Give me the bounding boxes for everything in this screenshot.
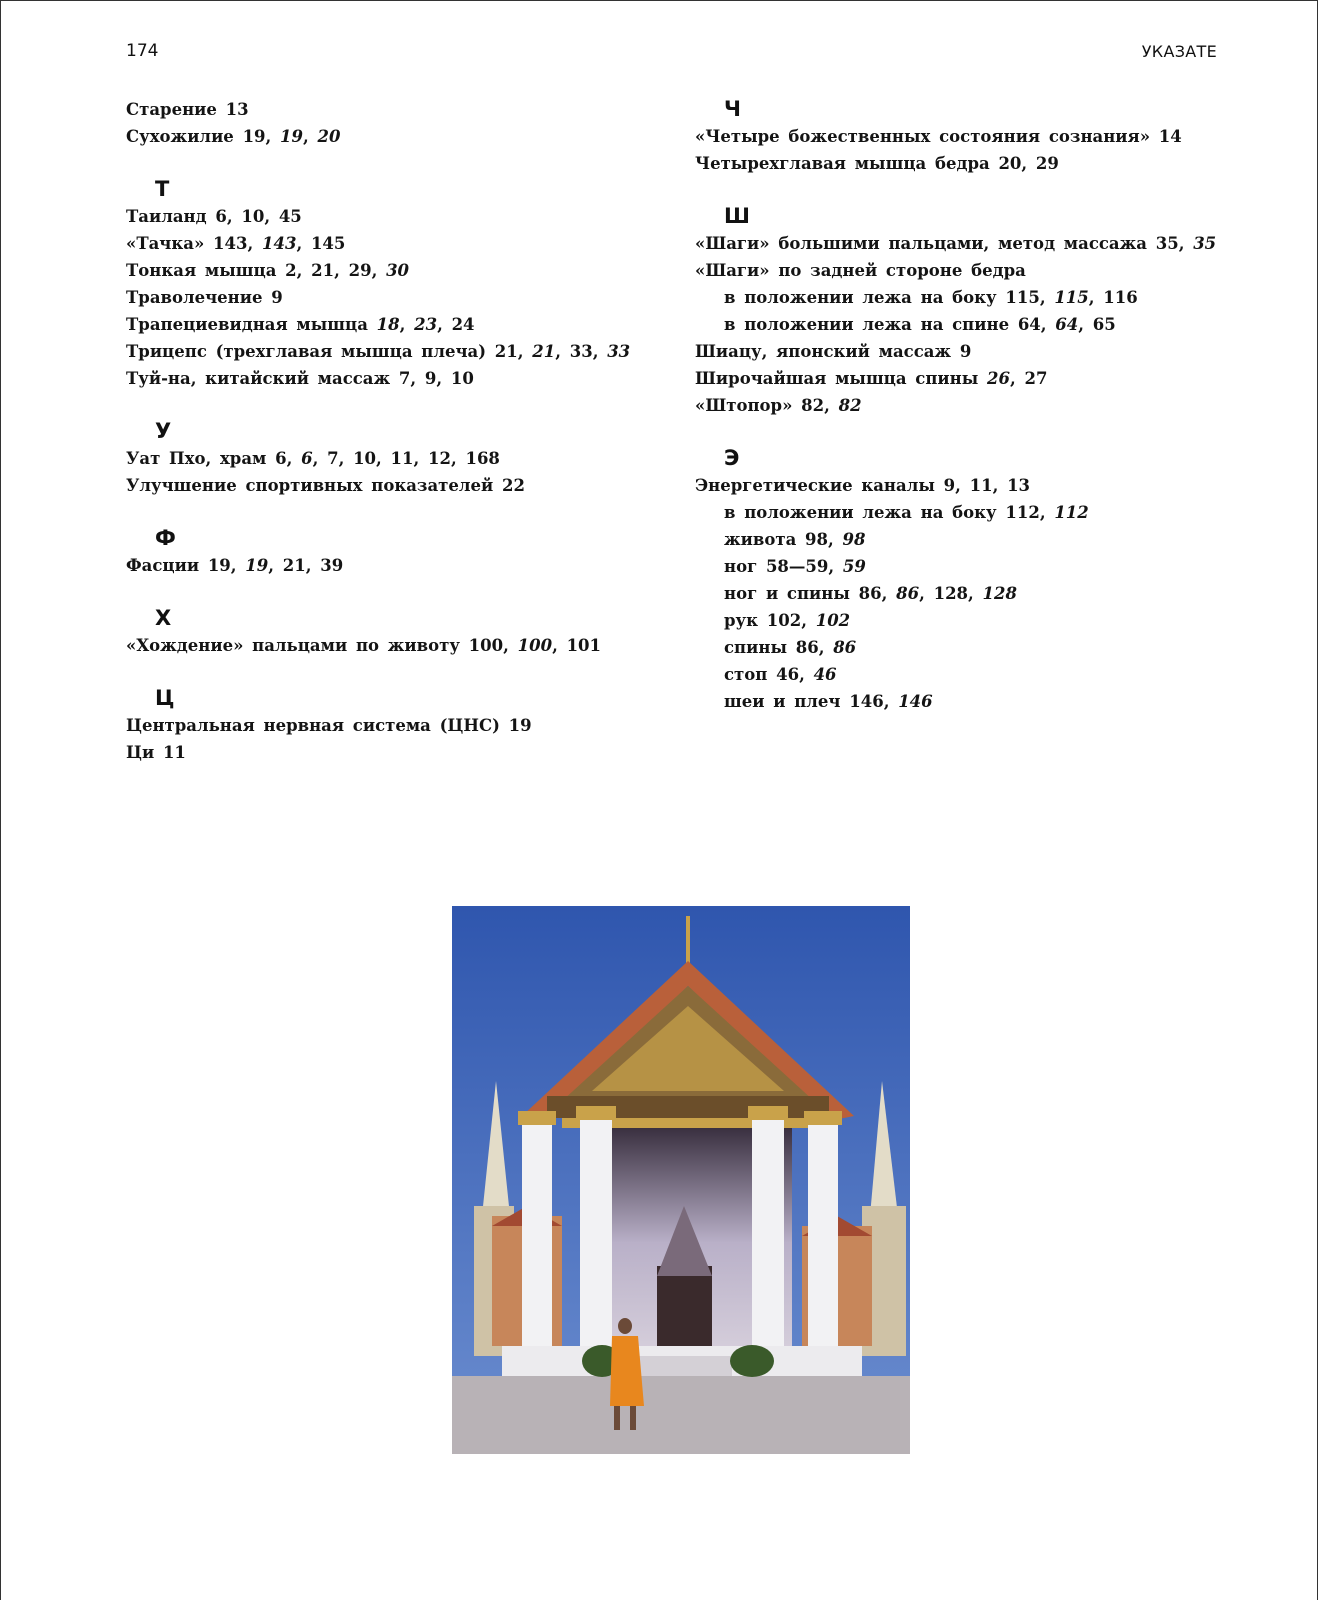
page-reference: 19: [245, 556, 269, 575]
page-reference: 33: [607, 342, 631, 361]
index-entry: Трапециевидная мышца 18, 23, 24: [126, 315, 475, 334]
page-reference: 7: [327, 449, 339, 468]
page-reference: 12: [428, 449, 451, 468]
pillar: [752, 1116, 784, 1366]
page-reference: 146: [849, 692, 884, 711]
page-reference: 13: [1007, 476, 1031, 495]
page-reference: 46: [776, 665, 800, 684]
page-reference: 9: [959, 342, 972, 361]
index-term: «Тачка»: [126, 234, 214, 253]
index-letter-heading: У: [155, 419, 172, 443]
index-term: Трапециевидная мышца: [126, 315, 377, 334]
page-reference: 35: [1193, 234, 1217, 253]
page-frame-top: [0, 0, 1318, 1]
page-reference: 112: [1054, 503, 1089, 522]
page-reference: 86: [858, 584, 882, 603]
index-subentry: ног и спины 86, 86, 128, 128: [724, 584, 1017, 603]
index-letter-heading: Ш: [724, 204, 750, 228]
page-reference: 98: [805, 530, 828, 549]
page-number: 174: [126, 41, 159, 61]
index-term: «Штопор»: [695, 396, 802, 415]
page-reference: 64: [1017, 315, 1041, 334]
page-reference: 59: [842, 557, 866, 576]
page-reference: 115: [1005, 288, 1040, 307]
index-entry: «Шаги» большими пальцами, метод массажа 35, 35: [695, 234, 1217, 253]
page-reference: 102: [766, 611, 802, 630]
index-term: в положении лежа на боку: [724, 503, 1006, 522]
index-entry: Сухожилие 19, 19, 20: [126, 127, 341, 146]
index-term: спины: [724, 638, 796, 657]
index-subentry: в положении лежа на боку 115, 115, 116: [724, 288, 1138, 307]
page-reference: 21: [494, 342, 518, 361]
index-term: Старение: [126, 100, 226, 119]
page-reference: 27: [1024, 369, 1048, 388]
index-term: Ци: [126, 743, 163, 762]
index-subentry: ног 58—59, 59: [724, 557, 866, 576]
index-subentry: живота 98, 98: [724, 530, 866, 549]
index-column-right: [695, 96, 1255, 715]
page-reference: 65: [1092, 315, 1116, 334]
page-reference: 9: [424, 369, 437, 388]
index-term: «Шаги» большими пальцами, метод массажа: [695, 234, 1156, 253]
page-frame-left: [0, 0, 1, 1600]
index-subentry: спины 86, 86: [724, 638, 857, 657]
index-term: в положении лежа на боку: [724, 288, 1006, 307]
page-reference: 6: [301, 449, 313, 468]
page-reference: 21: [282, 556, 306, 575]
page-reference: 23: [414, 315, 438, 334]
index-letter-group: [695, 203, 1255, 419]
page-reference: 9: [943, 476, 956, 495]
page-reference: 20: [317, 127, 341, 146]
page-reference: 11: [969, 476, 993, 495]
index-term: живота: [724, 530, 806, 549]
index-term: Таиланд: [126, 207, 216, 226]
index-entry: [126, 96, 646, 123]
page-reference: 64: [1055, 315, 1079, 334]
page-reference: 26: [987, 369, 1010, 388]
index-subentry: в положении лежа на боку 112, 112: [724, 503, 1089, 522]
index-column-left: [126, 96, 646, 766]
courtyard: [452, 1376, 910, 1454]
page-reference: 98: [842, 530, 866, 549]
pillar: [522, 1121, 552, 1361]
index-entry: «Штопор» 82, 82: [695, 396, 862, 415]
index-term: «Хождение» пальцами по животу: [126, 636, 469, 655]
page-reference: 100: [468, 636, 504, 655]
index-term: Шиацу, японский массаж: [695, 342, 960, 361]
index-entry: [126, 472, 646, 499]
index-subentry: шеи и плеч 146, 146: [724, 692, 933, 711]
index-term: Трицепс (трехглавая мышца плеча): [126, 342, 495, 361]
page-reference: 7: [398, 369, 411, 388]
page-reference: 21: [311, 261, 335, 280]
index-term: ног и спины: [724, 584, 859, 603]
page-reference: 21: [532, 342, 556, 361]
page-reference: 22: [502, 476, 525, 495]
index-entry: [695, 338, 1255, 365]
pillar: [808, 1121, 838, 1361]
index-entry: Фасции 19, 19, 21, 39: [126, 556, 344, 575]
index-entry: «Хождение» пальцами по животу 100, 100, 101: [126, 636, 602, 655]
index-entry: [695, 123, 1255, 150]
index-entry: Туй-на, китайский массаж 7, 9, 10: [126, 369, 474, 388]
index-subentry: в положении лежа на спине 64, 64, 65: [724, 315, 1116, 334]
page-reference: 46: [813, 665, 837, 684]
page-reference: 39: [320, 556, 344, 575]
index-letter-heading: Т: [155, 177, 170, 201]
page-reference: 19: [508, 716, 532, 735]
index-entry: Уат Пхо, храм 6, 6, 7, 10, 11, 12, 168: [126, 449, 500, 468]
index-term: ног: [724, 557, 766, 576]
page-reference: 58—59: [765, 557, 829, 576]
page-reference: 6: [275, 449, 287, 468]
index-entry: [126, 712, 646, 739]
pillar: [580, 1116, 612, 1366]
page-reference: 29: [1035, 154, 1059, 173]
index-letter-group: [126, 685, 646, 766]
page-reference: 10: [353, 449, 377, 468]
page-reference: 128: [982, 584, 1017, 603]
index-term: Улучшение спортивных показателей: [126, 476, 502, 495]
page-reference: 102: [815, 611, 851, 630]
index-entry: Четырехглавая мышца бедра 20, 29: [695, 154, 1059, 173]
index-term: Центральная нервная система (ЦНС): [126, 716, 509, 735]
page-reference: 11: [162, 743, 186, 762]
page-reference: 33: [569, 342, 593, 361]
index-letter-group: [126, 418, 646, 499]
index-subentry: рук 102, 102: [724, 611, 851, 630]
page-reference: 100: [517, 636, 553, 655]
index-term: рук: [724, 611, 767, 630]
index-entry: Энергетические каналы 9, 11, 13: [695, 476, 1031, 495]
index-term: Сухожилие: [126, 127, 243, 146]
index-letter-group: [126, 605, 646, 659]
page-reference: 10: [450, 369, 474, 388]
index-letter-group: [126, 525, 646, 579]
page-reference: 29: [348, 261, 372, 280]
page-reference: 86: [795, 638, 819, 657]
index-term: Широчайшая мышца спины: [695, 369, 988, 388]
page-reference: 19: [207, 556, 231, 575]
index-letter-heading: Х: [155, 606, 172, 630]
index-entry: Таиланд 6, 10, 45: [126, 207, 302, 226]
index-subentry: стоп 46, 46: [724, 665, 837, 684]
page-reference: 146: [898, 692, 933, 711]
page-reference: 30: [386, 261, 410, 280]
index-term: Тонкая мышца: [126, 261, 286, 280]
page-reference: 19: [280, 127, 303, 146]
page-reference: 18: [376, 315, 400, 334]
index-letter-heading: Ч: [724, 97, 741, 121]
index-entry: [126, 739, 646, 766]
index-letter-group: [126, 176, 646, 392]
page-reference: 10: [241, 207, 265, 226]
page-reference: 6: [215, 207, 227, 226]
page-reference: 9: [271, 288, 283, 307]
page-reference: 82: [838, 396, 862, 415]
page-reference: 45: [278, 207, 302, 226]
index-term: Траволечение: [126, 288, 272, 307]
page-reference: 143: [213, 234, 248, 253]
index-term: Фасции: [126, 556, 208, 575]
page-reference: 14: [1158, 127, 1182, 146]
index-term: «Четыре божественных состояния сознания»: [695, 127, 1159, 146]
page-reference: 101: [566, 636, 602, 655]
index-letter-group: [126, 96, 646, 150]
index-term: «Шаги» по задней стороне бедра: [695, 261, 1026, 280]
page-reference: 112: [1005, 503, 1040, 522]
index-entry: [695, 257, 1255, 284]
index-letter-group: [695, 96, 1255, 177]
index-entry: Широчайшая мышца спины 26, 27: [695, 369, 1048, 388]
index-letter-heading: Э: [724, 446, 740, 470]
index-term: Четырехглавая мышца бедра: [695, 154, 999, 173]
index-entry: [126, 284, 646, 311]
page-reference: 13: [225, 100, 249, 119]
page-reference: 2: [285, 261, 297, 280]
page-reference: 35: [1155, 234, 1179, 253]
page-reference: 86: [833, 638, 857, 657]
page-reference: 168: [465, 449, 500, 468]
running-head: УКАЗАТЕ: [1141, 42, 1217, 61]
index-entry: Тонкая мышца 2, 21, 29, 30: [126, 261, 410, 280]
index-term: Уат Пхо, храм: [126, 449, 276, 468]
index-term: Энергетические каналы: [695, 476, 944, 495]
page-reference: 20: [998, 154, 1022, 173]
page-reference: 128: [933, 584, 969, 603]
page-reference: 116: [1103, 288, 1138, 307]
page-reference: 143: [261, 234, 297, 253]
page-reference: 11: [390, 449, 414, 468]
page-reference: 145: [310, 234, 346, 253]
page-reference: 115: [1054, 288, 1089, 307]
index-entry: Трицепс (трехглавая мышца плеча) 21, 21, 33, 33: [126, 342, 631, 361]
temple-photo: [452, 906, 910, 1454]
index-term: в положении лежа на спине: [724, 315, 1018, 334]
index-letter-group: [695, 445, 1255, 715]
index-term: стоп: [724, 665, 777, 684]
index-term: шеи и плеч: [724, 692, 850, 711]
index-term: Туй-на, китайский массаж: [126, 369, 399, 388]
index-entry: «Тачка» 143, 143, 145: [126, 234, 346, 253]
index-letter-heading: Ц: [155, 686, 175, 710]
page-reference: 82: [801, 396, 825, 415]
page-reference: 24: [451, 315, 475, 334]
page-reference: 19: [242, 127, 266, 146]
index-letter-heading: Ф: [155, 526, 176, 550]
page-reference: 86: [896, 584, 920, 603]
